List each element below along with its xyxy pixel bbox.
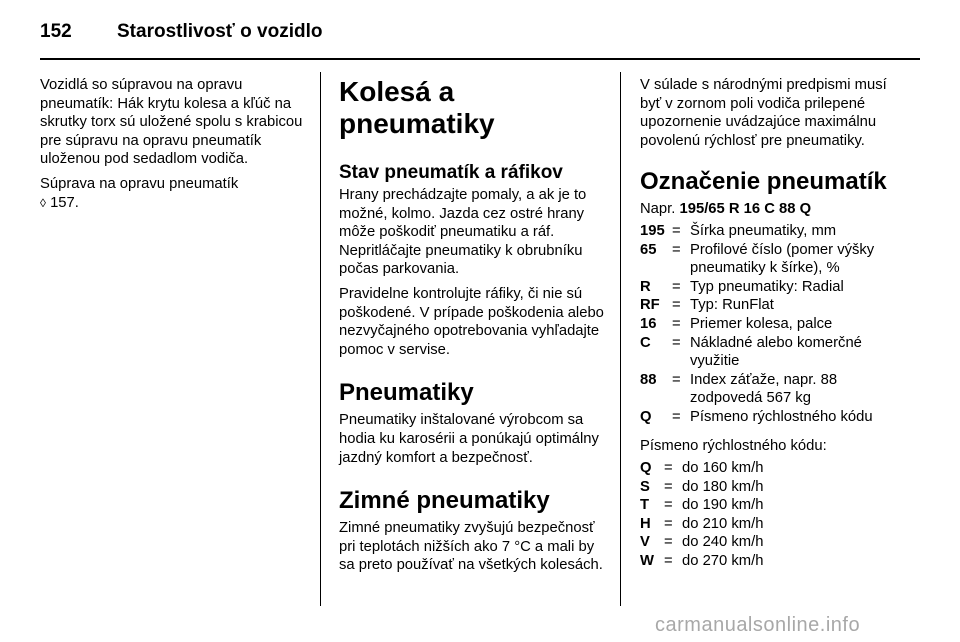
condition-paragraph-1: Hrany prechádzajte pomaly, a ak je to možné, kolmo. Jazda cez ostré hrany môže poškodiť pneumatiku a ráf. Nepritláčajte pneumatiky k obrubníku počas parkovania. — [339, 187, 587, 278]
heading-tyre-designation: Označenie pneumatík — [640, 168, 887, 196]
column-divider-2 — [620, 72, 621, 606]
page-number: 152 — [40, 21, 72, 42]
heading-tyres: Pneumatiky — [339, 379, 474, 407]
speed-code-row: S = do 180 km/h — [640, 478, 764, 495]
speed-code-row: T = do 190 km/h — [640, 497, 764, 514]
subheading-condition: Stav pneumatík a ráfikov — [339, 162, 563, 183]
page-reference-link[interactable]: 157. — [50, 194, 79, 211]
example-prefix: Napr. — [640, 201, 676, 218]
speed-code-row: W = do 270 km/h — [640, 553, 764, 570]
condition-paragraph-2: Pravidelne kontrolujte ráfiky, či nie sú poškodené. V prípade poškodenia alebo nezvyčajného opotrebovania vyhľadajte pomoc v servise. — [339, 285, 604, 358]
column-divider-1 — [320, 72, 321, 606]
definition-row: C = Nákladné alebo komerčné využitie — [640, 334, 862, 370]
speed-code-row: V = do 240 km/h — [640, 534, 764, 551]
page-title: Starostlivosť o vozidlo — [117, 21, 323, 42]
tyres-paragraph: Pneumatiky inštalované výrobcom sa hodia ku karosérii a ponúkajú optimálny jazdný komfort a bezpečnosť. — [339, 412, 599, 466]
page-reference-icon: ◊ — [40, 195, 46, 210]
section-heading-wheels-tyres: Kolesá a pneumatiky — [339, 76, 495, 139]
column-3 — [640, 76, 910, 571]
repair-kit-reference — [40, 175, 310, 212]
watermark: carmanualsonline.info — [655, 614, 861, 636]
column-2 — [339, 76, 607, 581]
speed-codes — [640, 459, 910, 571]
definition-row: Q = Písmeno rýchlostného kódu — [640, 408, 873, 425]
definition-row: 195 = Šírka pneumatiky, mm — [640, 222, 837, 239]
heading-winter-tyres: Zimné pneumatiky — [339, 487, 550, 515]
speed-code-label: Písmeno rýchlostného kódu: — [640, 437, 827, 454]
column-1 — [40, 76, 310, 218]
definition-row: 88 = Index záťaže, napr. 88 zodpovedá 567 kg — [640, 371, 838, 407]
designation-definitions — [640, 222, 910, 427]
example-code: 195/65 R 16 C 88 Q — [679, 201, 812, 218]
speed-code-row: Q = do 160 km/h — [640, 460, 764, 477]
speed-code-row: H = do 210 km/h — [640, 515, 764, 532]
header-rule — [40, 58, 920, 60]
definition-row: RF = Typ: RunFlat — [640, 297, 774, 314]
definition-row: 65 = Profilové číslo (pomer výšky pneumatiky k šírke), % — [640, 241, 875, 277]
definition-row: 16 = Priemer kolesa, palce — [640, 315, 833, 332]
definition-row: R = Typ pneumatiky: Radial — [640, 278, 844, 295]
repair-kit-label: Súprava na opravu pneumatík — [40, 175, 239, 192]
tool-kit-paragraph: Vozidlá so súpravou na opravu pneumatík: Hák krytu kolesa a kľúč na skrutky torx sú uložené spolu s krabicou pre súpravu na opravu pneumatík uloženou pod sedadlom vodiča. — [40, 77, 303, 168]
speed-label-paragraph: V súlade s národnými predpismi musí byť v zornom poli vodiča prilepené upozornenie uvádzajúce maximálnu povolenú rýchlosť pre pneumatiky. — [640, 77, 887, 149]
winter-tyres-paragraph: Zimné pneumatiky zvyšujú bezpečnosť pri teplotách nižších ako 7 °C a mali by sa preto používať na všetkých kolesách. — [339, 520, 603, 574]
designation-example — [640, 200, 910, 219]
page-header — [40, 14, 920, 50]
